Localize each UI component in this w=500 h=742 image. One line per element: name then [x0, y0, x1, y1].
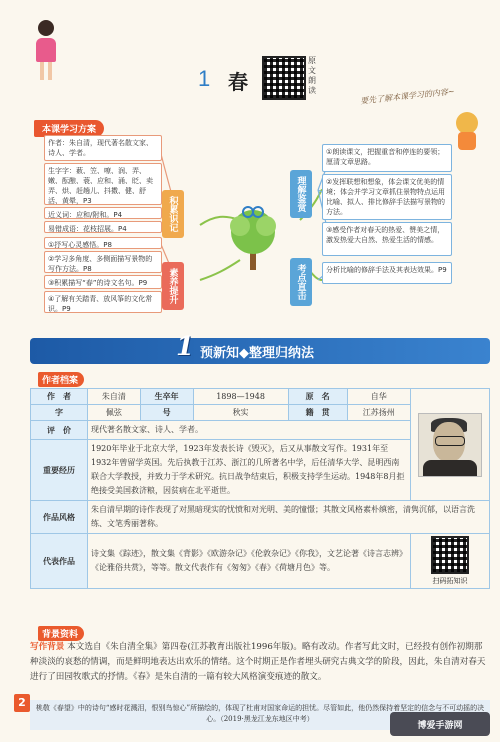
page-number: 2	[14, 694, 30, 712]
watermark: 博爱手游网	[390, 712, 490, 736]
table-row: 作品风格 朱自清早期的诗作表现了对黑暗现实的忧愤和对光明、美的憧憬；其散文风格素朴缜密，清隽沉郁，以语言洗练、文笔秀丽著称。	[31, 501, 490, 534]
plan-box-understand-2: ②发挥联想和想象，体会课文优美的情境；体会并学习文章抓住景物特点运用比喻、拟人、排比修辞手法描写景物的方法。	[322, 174, 452, 220]
lesson-number: 1	[198, 66, 211, 91]
background-text	[30, 640, 490, 685]
plan-box-idiom: 易错成语：花枝招展。P4	[44, 221, 162, 233]
plan-box-improve-3: ③积累描写“春”的诗文名句。P9	[44, 275, 162, 289]
node-exam: 考点直击	[290, 258, 312, 306]
author-section-tag: 作者档案	[38, 372, 84, 387]
banner-title: 预新知◆整理归纳法	[200, 346, 314, 361]
lesson-title: 春	[228, 70, 248, 94]
qr-code-icon[interactable]	[262, 56, 306, 100]
plan-box-improve-2: ②学习多角度、多侧面描写景物的写作方法。P8	[44, 251, 162, 273]
handwritten-note: 要先了解本课学习的内容~	[359, 86, 455, 106]
plan-box-improve-4: ④了解有关踏青、放风筝的文化常识。P9	[44, 291, 162, 313]
girl-illustration	[30, 20, 64, 84]
plan-box-exam: 分析比喻的修辞手法及其表达效果。P9	[322, 262, 452, 284]
qr-label: 原文朗读	[308, 56, 316, 95]
table-row: 代表作品 诗文集《踪迹》，散文集《背影》《欧游杂记》《伦敦杂记》《你我》，文艺论著《诗言志辨》《论雅俗共赏》，等等。散文代表作有《匆匆》《春》《荷塘月色》等。 扫码拓知识	[31, 534, 490, 589]
author-table	[30, 388, 490, 589]
qr-caption: 扫码拓知识	[432, 577, 468, 585]
writing-background-tag: 写作背景	[30, 642, 65, 652]
author-portrait	[418, 413, 482, 477]
node-improve: 素养提升	[162, 262, 184, 310]
node-understand: 理解鉴赏	[290, 170, 312, 218]
node-accumulate: 积累识记	[162, 190, 184, 238]
banner-number: 1	[176, 332, 195, 362]
study-plan-tag: 本课学习方案	[34, 120, 104, 137]
qr-code-icon[interactable]	[431, 536, 469, 574]
background-section-tag: 背景资料	[38, 626, 84, 641]
author-portrait-cell	[411, 389, 490, 501]
table-row: 重要经历 1920年毕业于北京大学，1923年发表长诗《毁灭》，后又从事散文写作。1931年至1932年曾留学英国。先后执教于江苏、浙江的几所著名中学，后任清华大学、昆明西南联合大学教授，并致力于学术研究。抗日战争结束后，积极支持学生运动。1948年8月拒绝接受美国救济粮，因贫病在北平逝世。	[31, 440, 490, 501]
table-row: 字 佩弦 号 秋实 籍 贯 江苏扬州	[31, 405, 490, 421]
plan-box-understand-1: ①朗读课文，把握重音和停连的要领；厘清文章思路。	[322, 144, 452, 172]
plan-box-author: 作者：朱自清，现代著名散文家、诗人、学者。	[44, 135, 162, 161]
plan-box-synonym: 近义词：应和/附和。P4	[44, 207, 162, 219]
plan-box-improve-1: ①抒写心灵感悟。P8	[44, 237, 162, 249]
footer-note: 桃敬《春望》中的诗句“感时花溅泪，恨别鸟惊心”所描绘的，体现了杜甫对国家命运的担忧。尽管如此，他仍然保持着坚定的信念与不可动摇的决心。（2019·黑龙江龙东地区中考）	[30, 700, 490, 730]
plan-box-understand-3: ③感受作者对春天的热爱、赞美之情，激发热爱大自然、热爱生活的情感。	[322, 222, 452, 256]
works-qr-cell	[411, 534, 490, 589]
background-paragraph: 本文选自《朱自清全集》第四卷(江苏教育出版社1996年版)。略有改动。作者写此文时，已经投有创作初期那种淡淡的哀愁的情调，而是鲜明地表达出欢乐的情绪。这个时期正是作者埋头研究古典文学的阶段，因此，朱自清对春天进行了田园牧歌式的抒情。《春》是朱自清的一篇有较大风格演变痕迹的散文。	[30, 642, 486, 682]
table-row: 作 者 朱自清 生卒年 1898—1948 原 名 自华	[31, 389, 490, 405]
tree-icon	[220, 206, 284, 276]
plan-box-vocab: 生字字：薮、笠、嘹、润、弄、嫩、酝酿、蓑、应和、涌、眨、卖弄、烘、赶趟儿、抖擞、健、舒活、黄晕，P3	[44, 163, 162, 205]
table-row: 评 价 现代著名散文家、诗人、学者。	[31, 421, 490, 440]
